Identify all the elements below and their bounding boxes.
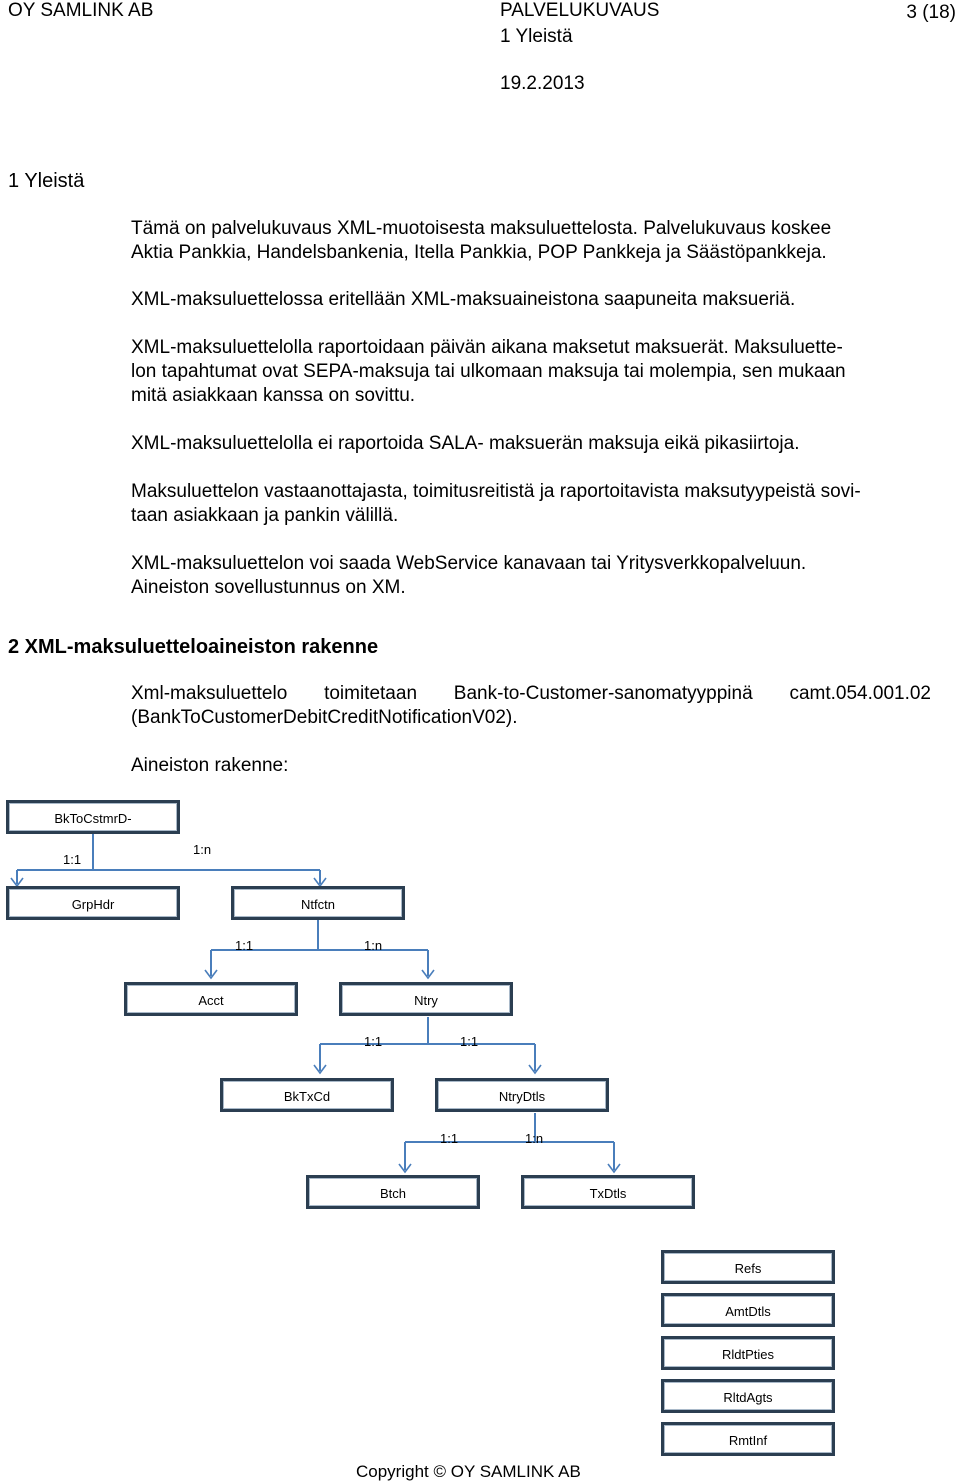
text-line: XML-maksuluettelon voi saada WebService kanavaan tai Yritysverkkopalveluun. [131,553,807,574]
node-rldtpties: RldtPties [661,1336,835,1370]
text-line: Aineiston sovellustunnus on XM. [131,577,406,598]
cardinality-label: 1:1 [235,938,254,953]
cardinality-label: 1:1 [440,1131,459,1146]
header-company: OY SAMLINK AB [8,0,154,21]
section1-heading: 1 Yleistä [8,170,85,192]
connector-ntry [320,1017,535,1071]
node-rmtinf: RmtInf [661,1422,835,1456]
node-refs: Refs [661,1250,835,1284]
node-amtdtls: AmtDtls [661,1293,835,1327]
text-line: Aineiston rakenne: [131,755,289,776]
cardinality-label: 1:1 [460,1034,479,1049]
node-bktxcd: BkTxCd [220,1078,394,1112]
header-page-number: 3 (18) [906,2,956,23]
cardinality-label: 1:n [525,1131,544,1146]
node-bktocstmrd: BkToCstmrD- [6,800,180,834]
text-line: mitä asiakkaan kanssa on sovittu. [131,385,416,406]
text-line: Tämä on palvelukuvaus XML-muotoisesta maksuluettelosta. Palvelukuvaus koskee [131,218,832,239]
header-section: 1 Yleistä [500,26,573,47]
cardinality-label: 1:n [193,842,212,857]
cardinality-label: 1:1 [63,852,82,867]
footer-copyright: Copyright © OY SAMLINK AB [356,1462,581,1481]
connector-ntrydtls [405,1113,614,1170]
node-ntrydtls: NtryDtls [435,1078,609,1112]
text-line: lon tapahtumat ovat SEPA-maksuja tai ulkomaan maksuja tai molempia, sen mukaan [131,361,846,382]
node-ntry: Ntry [339,982,513,1016]
node-acct: Acct [124,982,298,1016]
node-txdtls: TxDtls [521,1175,695,1209]
cardinality-label: 1:1 [364,1034,383,1049]
text-line: Aktia Pankkia, Handelsbankenia, Itella Pankkia, POP Pankkeja ja Säästöpankkeja. [131,242,827,263]
header-date: 19.2.2013 [500,73,585,94]
section2-heading: 2 XML-maksuluetteloaineiston rakenne [8,636,379,658]
node-btch: Btch [306,1175,480,1209]
node-rltdagts: RltdAgts [661,1379,835,1413]
node-grphdr: GrpHdr [6,886,180,920]
node-ntfctn: Ntfctn [231,886,405,920]
text-line: Maksuluettelon vastaanottajasta, toimitusreitistä ja raportoitavista maksutyypeistä sovi- [131,481,861,502]
text-line: XML-maksuluettelolla raportoidaan päivän aikana maksetut maksuerät. Maksuluette- [131,337,843,358]
text-line: XML-maksuluettelossa eritellään XML-maksuaineistona saapuneita maksueriä. [131,289,796,310]
text-line: taan asiakkaan ja pankin välillä. [131,505,399,526]
text-line: Xml-maksuluettelo toimitetaan Bank-to-Customer-sanomatyyppinä camt.054.001.02 [131,683,931,704]
text-line: (BankToCustomerDebitCreditNotificationV02). [131,707,518,728]
header-doc-type: PALVELUKUVAUS [500,0,660,21]
text-line: XML-maksuluettelolla ei raportoida SALA- maksuerän maksuja eikä pikasiirtoja. [131,433,800,454]
cardinality-label: 1:n [364,938,383,953]
